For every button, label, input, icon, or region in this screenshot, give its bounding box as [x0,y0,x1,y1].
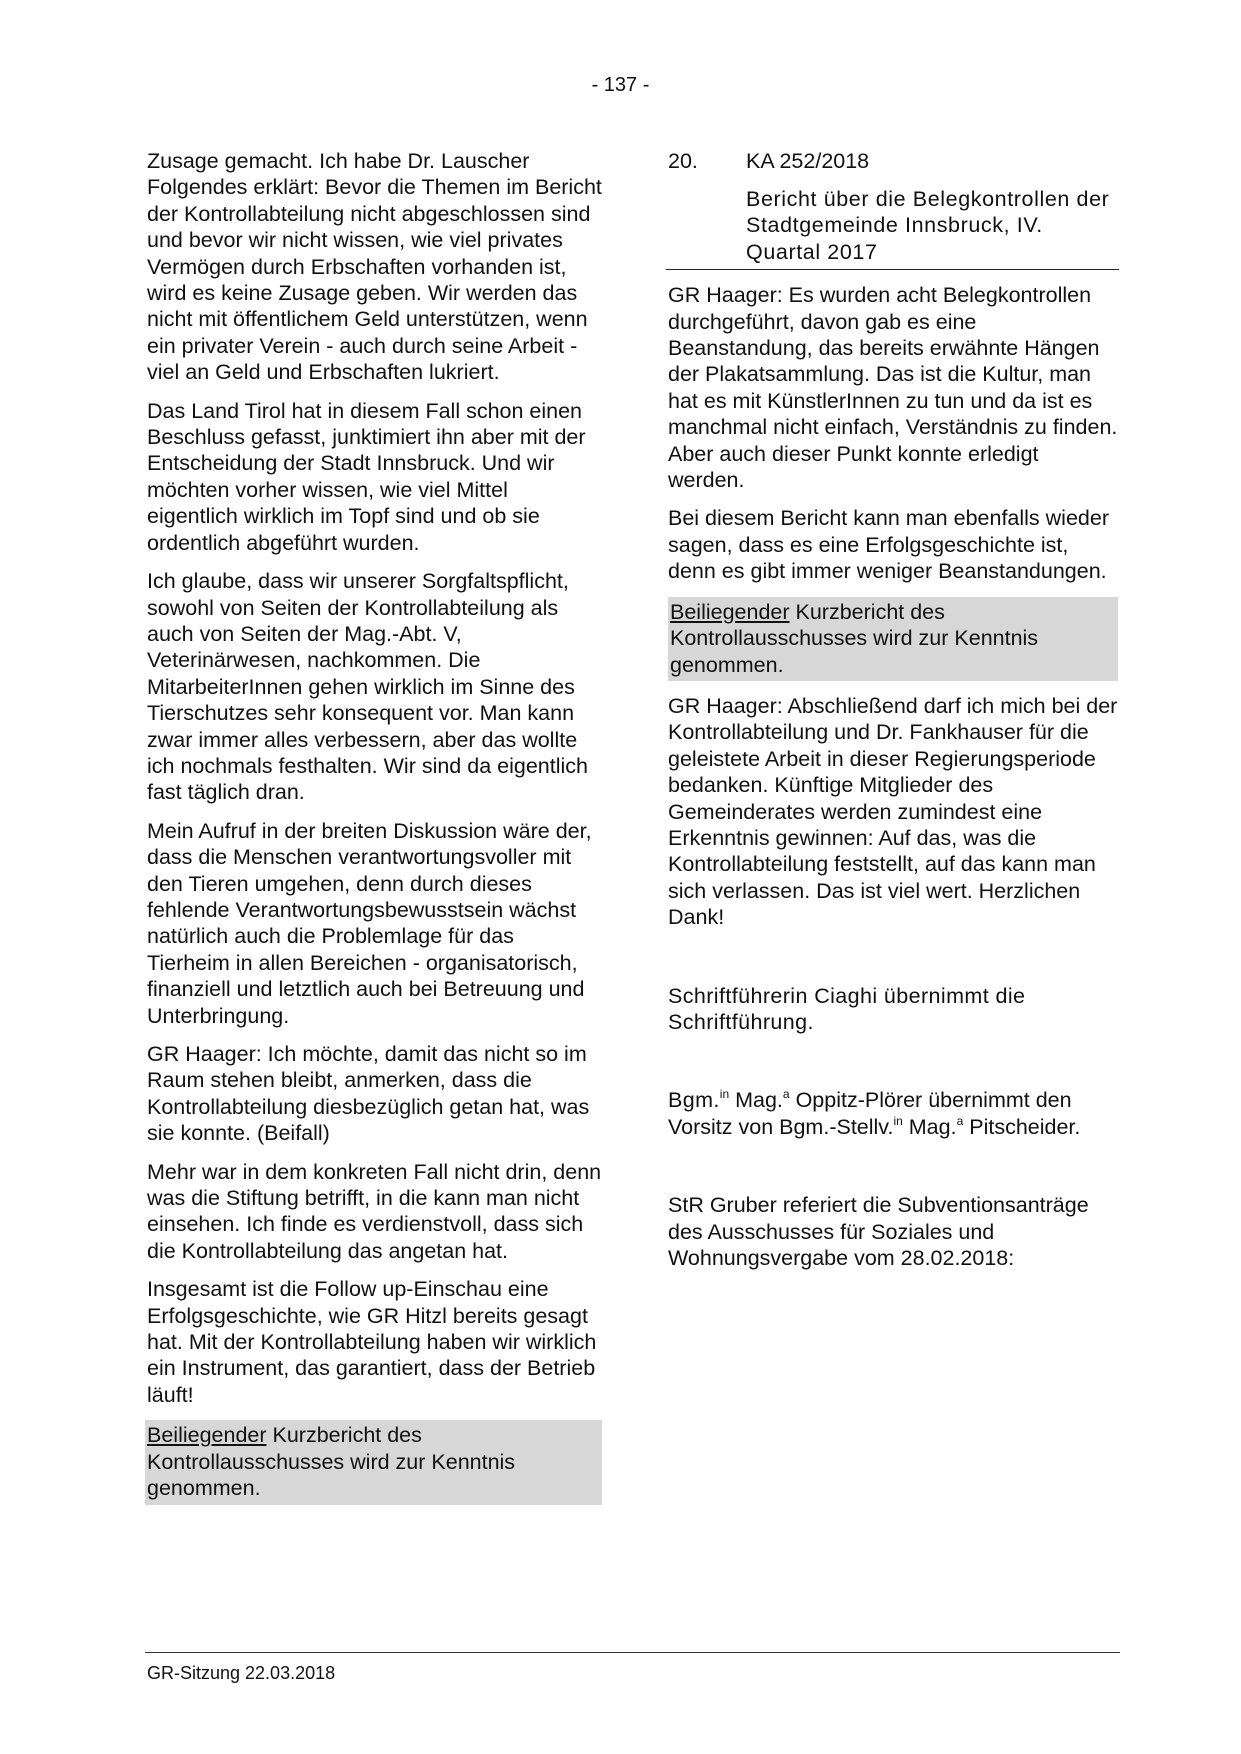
note-text: Mag. [729,1088,783,1113]
resolution-box [145,1420,602,1504]
resolution-underlined: Beiliegender [670,599,790,624]
resolution-text: Kurzbericht des Kontrollausschusses wird zur Kenntnis genommen. [147,1423,516,1501]
paragraph: GR Haager: Ich möchte, damit das nicht so im Raum stehen bleibt, anmerken, dass die Kontrollabteilung diesbezüglich getan hat, was sie konnte. (Beifall) [147,1042,590,1146]
agenda-item-number: 20. [668,149,698,173]
resolution-text: Kurzbericht des Kontrollausschusses wird zur Kenntnis genommen. [670,599,1039,677]
resolution-underlined: Beiliegender [147,1423,267,1448]
paragraph: Das Land Tirol hat in diesem Fall schon einen Beschluss gefasst, junktimiert ihn aber mit der Entscheidung der Stadt Innsbruck. Und wir möchten vorher wissen, wie viel Mittel eigentlich wirklich im Topf sind und ob sie ordentlich abgeführt wurden. [147,398,586,555]
procedural-note: StR Gruber referiert die Subventionsanträge des Ausschusses für Soziales und Wohnungsvergabe vom 28.02.2018: [668,1193,1089,1270]
note-superscript: a [782,1087,790,1102]
left-column [147,148,602,1517]
procedural-note [668,1087,1118,1140]
agenda-item-title: Bericht über die Belegkontrollen der Stadtgemeinde Innsbruck, IV. Quartal 2017 [746,187,1110,264]
paragraph: Ich glaube, dass wir unserer Sorgfaltspflicht, sowohl von Seiten der Kontrollabteilung als auch von Seiten der Mag.-Abt. V, Veterinärwesen, nachkommen. Die MitarbeiterInnen gehen wirklich im Sinne des Tierschutzes sehr konsequent vor. Man kann zwar immer alles verbessern, aber das wollte ich nochmals festhalten. Wir sind da eigentlich fast täglich dran. [147,569,588,805]
paragraph: GR Haager: Es wurden acht Belegkontrollen durchgeführt, davon gab es eine Beanstandung, das bereits erwähnte Hängen der Plakatsammlung. Das ist die Kultur, man hat es mit KünstlerInnen zu tun und da ist es manchmal nicht einfach, Verständnis zu finden. Aber auch dieser Punkt konnte erledigt werden. [668,283,1118,493]
page-number: - 137 - [591,74,650,96]
procedural-note: Schriftführerin Ciaghi übernimmt die Schriftführung. [668,983,1026,1034]
paragraph: Insgesamt ist die Follow up-Einschau eine Erfolgsgeschichte, wie GR Hitzl bereits gesagt hat. Mit der Kontrollabteilung haben wir wirklich ein Instrument, das garantiert, dass der Betrieb läuft! [147,1277,597,1407]
note-text: Pitscheider. [963,1114,1081,1139]
paragraph: Zusage gemacht. Ich habe Dr. Lauscher Folgendes erklärt: Bevor die Themen im Bericht der Kontrollabteilung nicht abgeschlossen sind und bevor wir nicht wissen, wie viel privates Vermögen durch Erbschaften vorhanden ist, wird es keine Zusage geben. Wir werden das nicht mit öffentlichem Geld unterstützen, wenn ein privater Verein - auch durch seine Arbeit - viel an Geld und Erbschaften lukriert. [147,149,602,385]
paragraph: Mehr war in dem konkreten Fall nicht drin, denn was die Stiftung betrifft, in die kann man nicht einsehen. Ich finde es verdienstvoll, dass sich die Kontrollabteilung das angetan hat. [147,1159,602,1263]
resolution-box [668,597,1118,681]
agenda-item-header [668,148,1118,174]
paragraph: Mein Aufruf in der breiten Diskussion wäre der, dass die Menschen verantwortungsvoller mit den Tieren umgehen, denn durch dieses fehlende Verantwortungsbewusstsein wächst natürlich auch die Problemlage für das Tierheim in allen Bereichen - organisatorisch, finanziell und letztlich auch bei Betreuung und Unterbringung. [147,818,592,1028]
footer-text: GR-Sitzung 22.03.2018 [147,1663,336,1683]
divider [666,269,1119,270]
right-column [668,148,1118,1283]
paragraph: Bei diesem Bericht kann man ebenfalls wieder sagen, dass es eine Erfolgsgeschichte ist, denn es gibt immer weniger Beanstandungen. [668,506,1109,584]
footer-divider [145,1652,1120,1653]
note-text: Oppitz-Plörer übernimmt den Vorsitz von Bgm.-Stellv. [668,1088,1072,1139]
note-text: Bgm. [668,1088,720,1113]
note-superscript: in [893,1113,903,1128]
agenda-item-reference: KA 252/2018 [746,149,870,173]
note-superscript: in [719,1087,730,1102]
note-superscript: a [956,1113,964,1128]
note-text: Mag. [902,1114,957,1139]
paragraph: GR Haager: Abschließend darf ich mich bei der Kontrollabteilung und Dr. Fankhauser für die geleistete Arbeit in dieser Regierungsperiode bedanken. Künftige Mitglieder des Gemeinderates werden zumindest eine Erkenntnis gewinnen: Auf das, was die Kontrollabteilung feststellt, auf das kann man sich verlassen. Das ist viel wert. Herzlichen Dank! [668,693,1118,930]
